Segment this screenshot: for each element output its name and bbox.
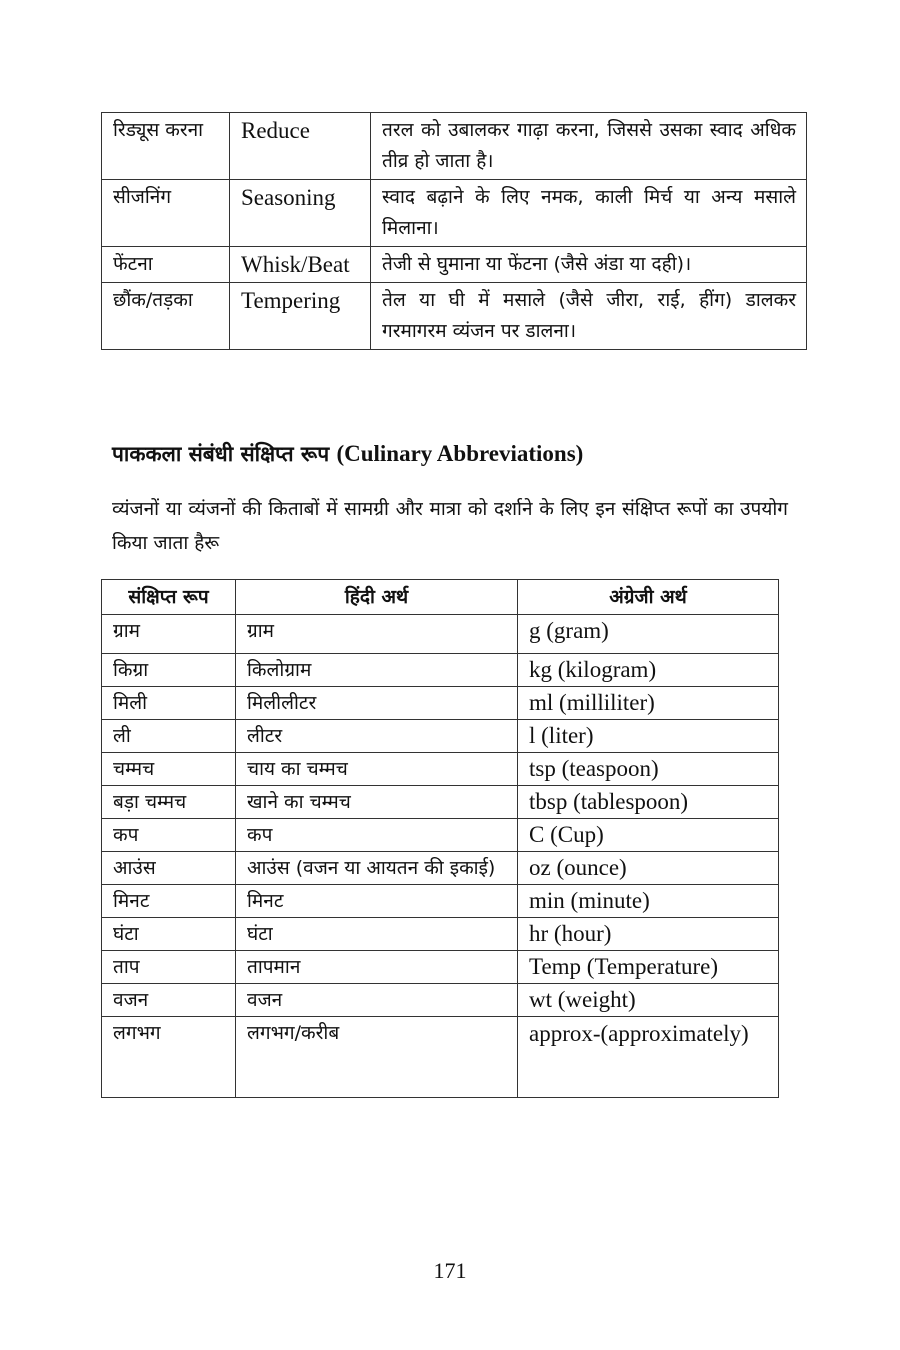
hindi-meaning-cell: चाय का चम्मच — [236, 753, 518, 786]
table-row — [102, 113, 807, 180]
english-meaning-cell: C (Cup) — [518, 819, 779, 852]
english-meaning-cell: tsp (teaspoon) — [518, 753, 779, 786]
hindi-meaning-cell: तापमान — [236, 951, 518, 984]
term-english: Tempering — [230, 283, 371, 350]
table-row — [102, 984, 779, 1017]
term-hindi: छौंक/तड़का — [102, 283, 230, 350]
english-meaning-cell: min (minute) — [518, 885, 779, 918]
table-row — [102, 720, 779, 753]
abbr-cell: ताप — [102, 951, 236, 984]
english-meaning-cell: g (gram) — [518, 615, 779, 654]
term-hindi: सीजनिंग — [102, 180, 230, 247]
english-meaning-cell: tbsp (tablespoon) — [518, 786, 779, 819]
term-description: तेजी से घुमाना या फेंटना (जैसे अंडा या दही)। — [371, 247, 807, 283]
table-row — [102, 753, 779, 786]
hindi-meaning-cell: मिलीलीटर — [236, 687, 518, 720]
abbr-cell: घंटा — [102, 918, 236, 951]
english-meaning-cell: ml (milliliter) — [518, 687, 779, 720]
abbr-cell: ग्राम — [102, 615, 236, 654]
term-hindi: फेंटना — [102, 247, 230, 283]
table-row — [102, 819, 779, 852]
hindi-meaning-cell: लीटर — [236, 720, 518, 753]
table-header-row — [102, 580, 779, 615]
abbr-cell: कप — [102, 819, 236, 852]
column-header-hindi-meaning: हिंदी अर्थ — [236, 580, 518, 615]
table-row — [102, 1017, 779, 1098]
hindi-meaning-cell: किलोग्राम — [236, 654, 518, 687]
hindi-meaning-cell: वजन — [236, 984, 518, 1017]
english-meaning-cell: oz (ounce) — [518, 852, 779, 885]
abbr-cell: किग्रा — [102, 654, 236, 687]
hindi-meaning-cell: आउंस (वजन या आयतन की इकाई) — [236, 852, 518, 885]
table-row — [102, 918, 779, 951]
term-hindi: रिड्यूस करना — [102, 113, 230, 180]
intro-paragraph: व्यंजनों या व्यंजनों की किताबों में सामग्री और मात्रा को दर्शाने के लिए इन संक्षिप्त रूपों का उपयोग किया जाता हैरू — [112, 498, 788, 554]
term-english: Seasoning — [230, 180, 371, 247]
term-description: तेल या घी में मसाले (जैसे जीरा, राई, हींग) डालकर गरमागरम व्यंजन पर डालना। — [371, 283, 807, 350]
english-meaning-cell: wt (weight) — [518, 984, 779, 1017]
abbr-cell: आउंस — [102, 852, 236, 885]
section-heading — [112, 438, 583, 470]
section-heading-hindi: पाककला संबंधी संक्षिप्त रूप — [112, 442, 330, 466]
hindi-meaning-cell: लगभग/करीब — [236, 1017, 518, 1098]
column-header-abbreviation: संक्षिप्त रूप — [102, 580, 236, 615]
hindi-meaning-cell: खाने का चम्मच — [236, 786, 518, 819]
abbr-cell: वजन — [102, 984, 236, 1017]
abbr-cell: लगभग — [102, 1017, 236, 1098]
table-row — [102, 885, 779, 918]
abbr-cell: चम्मच — [102, 753, 236, 786]
hindi-meaning-cell: घंटा — [236, 918, 518, 951]
table-row — [102, 786, 779, 819]
english-meaning-cell: Temp (Temperature) — [518, 951, 779, 984]
english-meaning-cell: l (liter) — [518, 720, 779, 753]
english-meaning-cell: kg (kilogram) — [518, 654, 779, 687]
table-row — [102, 951, 779, 984]
table-row — [102, 852, 779, 885]
term-description: तरल को उबालकर गाढ़ा करना, जिससे उसका स्वाद अधिक तीव्र हो जाता है। — [371, 113, 807, 180]
english-meaning-cell: approx-(approximately) — [518, 1017, 779, 1098]
table-row — [102, 247, 807, 283]
abbr-cell: मिली — [102, 687, 236, 720]
glossary-table — [101, 112, 807, 350]
table-row — [102, 180, 807, 247]
hindi-meaning-cell: कप — [236, 819, 518, 852]
term-english: Reduce — [230, 113, 371, 180]
table-row — [102, 654, 779, 687]
table-row — [102, 283, 807, 350]
term-description: स्वाद बढ़ाने के लिए नमक, काली मिर्च या अन्य मसाले मिलाना। — [371, 180, 807, 247]
term-english: Whisk/Beat — [230, 247, 371, 283]
abbr-cell: मिनट — [102, 885, 236, 918]
table-row — [102, 615, 779, 654]
abbr-cell: बड़ा चम्मच — [102, 786, 236, 819]
abbreviations-table — [101, 579, 779, 1098]
table-row — [102, 687, 779, 720]
hindi-meaning-cell: ग्राम — [236, 615, 518, 654]
column-header-english-meaning: अंग्रेजी अर्थ — [518, 580, 779, 615]
english-meaning-cell: hr (hour) — [518, 918, 779, 951]
hindi-meaning-cell: मिनट — [236, 885, 518, 918]
page-number: 171 — [433, 1258, 467, 1283]
section-heading-english: (Culinary Abbreviations) — [336, 441, 584, 466]
abbr-cell: ली — [102, 720, 236, 753]
